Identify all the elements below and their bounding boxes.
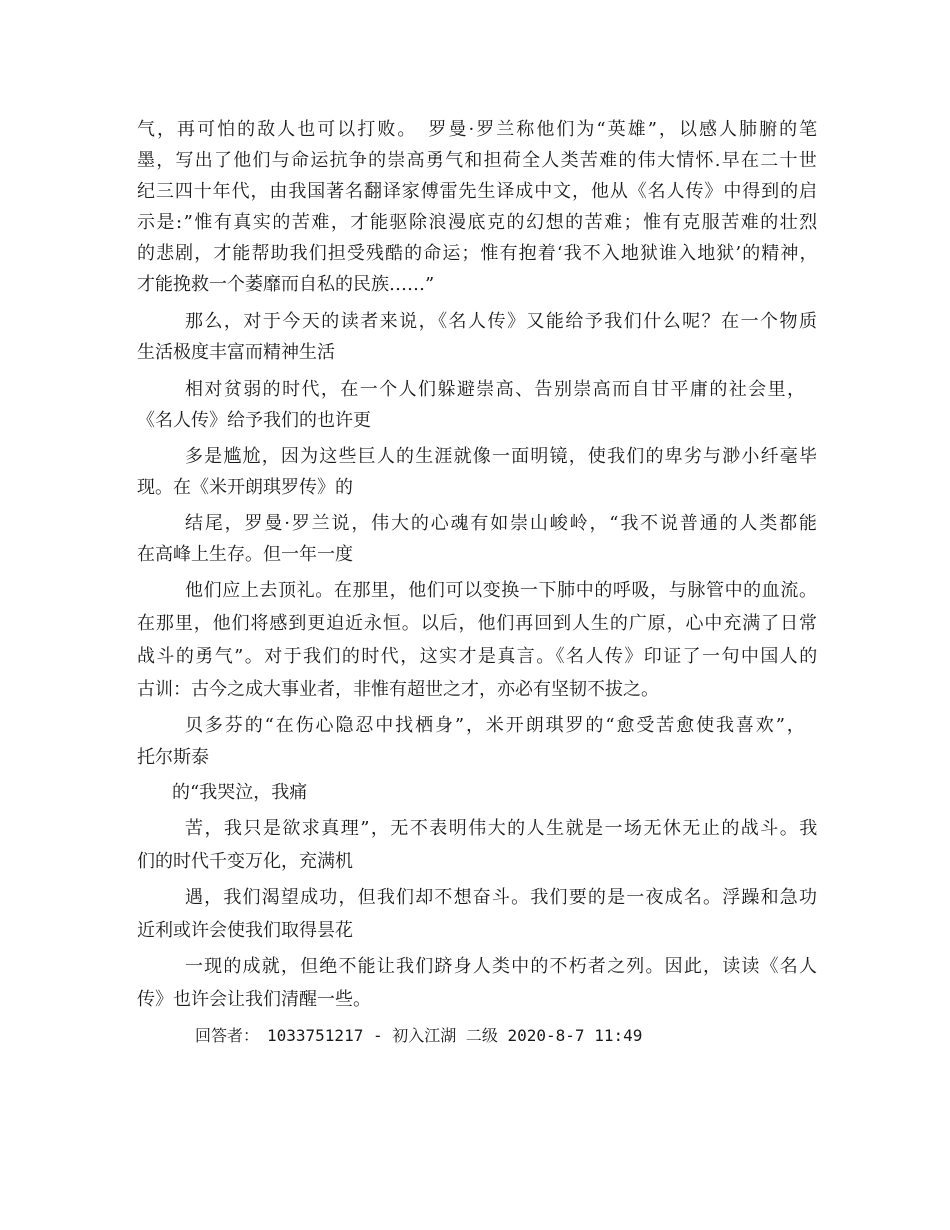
text-line: 的悲剧，才能帮助我们担受残酷的命运；惟有抱着‘我不入地狱谁入地狱’的精神， bbox=[137, 243, 819, 264]
text-line: 他们应上去顶礼。在那里，他们可以变换一下肺中的呼吸，与脉管中的血流。 bbox=[185, 580, 818, 601]
text-line: 才能挽救一个萎靡而自私的民族……” bbox=[137, 274, 435, 295]
text-line: 现。在《米开朗琪罗传》的 bbox=[137, 477, 353, 498]
text-line: 在那里，他们将感到更迫近永恒。以后，他们再回到人生的广原，心中充满了日常 bbox=[137, 613, 818, 634]
text-line: 古训：古今之成大事业者，非惟有超世之才，亦必有坚韧不拔之。 bbox=[137, 679, 659, 700]
text-line: 墨，写出了他们与命运抗争的崇高勇气和担荷全人类苦难的伟大情怀.早在二十世 bbox=[137, 150, 818, 171]
text-line: 近利或许会使我们取得昙花 bbox=[137, 920, 353, 941]
answerer-info: 回答者： 1033751217 - 初入江湖 二级 2020-8-7 11:49 bbox=[195, 1026, 643, 1045]
text-line: 气，再可怕的敌人也可以打败。 罗曼·罗兰称他们为“英雄”，以感人肺腑的笔 bbox=[137, 119, 820, 140]
text-line: 在高峰上生存。但一年一度 bbox=[137, 544, 353, 565]
text-line: 战斗的勇气”。对于我们的时代，这实才是真言。《名人传》印证了一句中国人的 bbox=[137, 646, 819, 667]
text-line: 示是:”惟有真实的苦难，才能驱除浪漫底克的幻想的苦难；惟有克服苦难的壮烈 bbox=[137, 212, 819, 233]
text-line: 纪三四十年代，由我国著名翻译家傅雷先生译成中文，他从《名人传》中得到的启 bbox=[137, 181, 818, 202]
text-line: 相对贫弱的时代，在一个人们躲避崇高、告别崇高而自甘平庸的社会里， bbox=[185, 379, 807, 400]
text-line: 一现的成就，但绝不能让我们跻身人类中的不朽者之列。因此，读读《名人 bbox=[185, 956, 819, 977]
text-line: 那么，对于今天的读者来说，《名人传》又能给予我们什么呢？在一个物质 bbox=[185, 311, 819, 332]
text-line: 们的时代千变万化，充满机 bbox=[137, 851, 353, 872]
text-line: 《名人传》给予我们的也许更 bbox=[137, 410, 371, 431]
text-line: 传》也许会让我们清醒一些。 bbox=[137, 989, 371, 1010]
text-line: 苦，我只是欲求真理”，无不表明伟大的人生就是一场无休无止的战斗。我 bbox=[185, 818, 819, 839]
text-line: 托尔斯泰 bbox=[137, 747, 209, 768]
text-line: 贝多芬的“在伤心隐忍中找栖身”，米开朗琪罗的“愈受苦愈使我喜欢”， bbox=[185, 715, 807, 736]
text-line: 结尾，罗曼·罗兰说，伟大的心魂有如崇山峻岭，“我不说普通的人类都能 bbox=[185, 513, 819, 534]
text-line: 生活极度丰富而精神生活 bbox=[137, 342, 335, 363]
text-line: 多是尴尬，因为这些巨人的生涯就像一面明镜，使我们的卑劣与渺小纤毫毕 bbox=[185, 446, 819, 467]
text-line: 的“我哭泣，我痛 bbox=[172, 782, 308, 803]
text-line: 遇，我们渴望成功，但我们却不想奋斗。我们要的是一夜成名。浮躁和急功 bbox=[185, 887, 819, 908]
